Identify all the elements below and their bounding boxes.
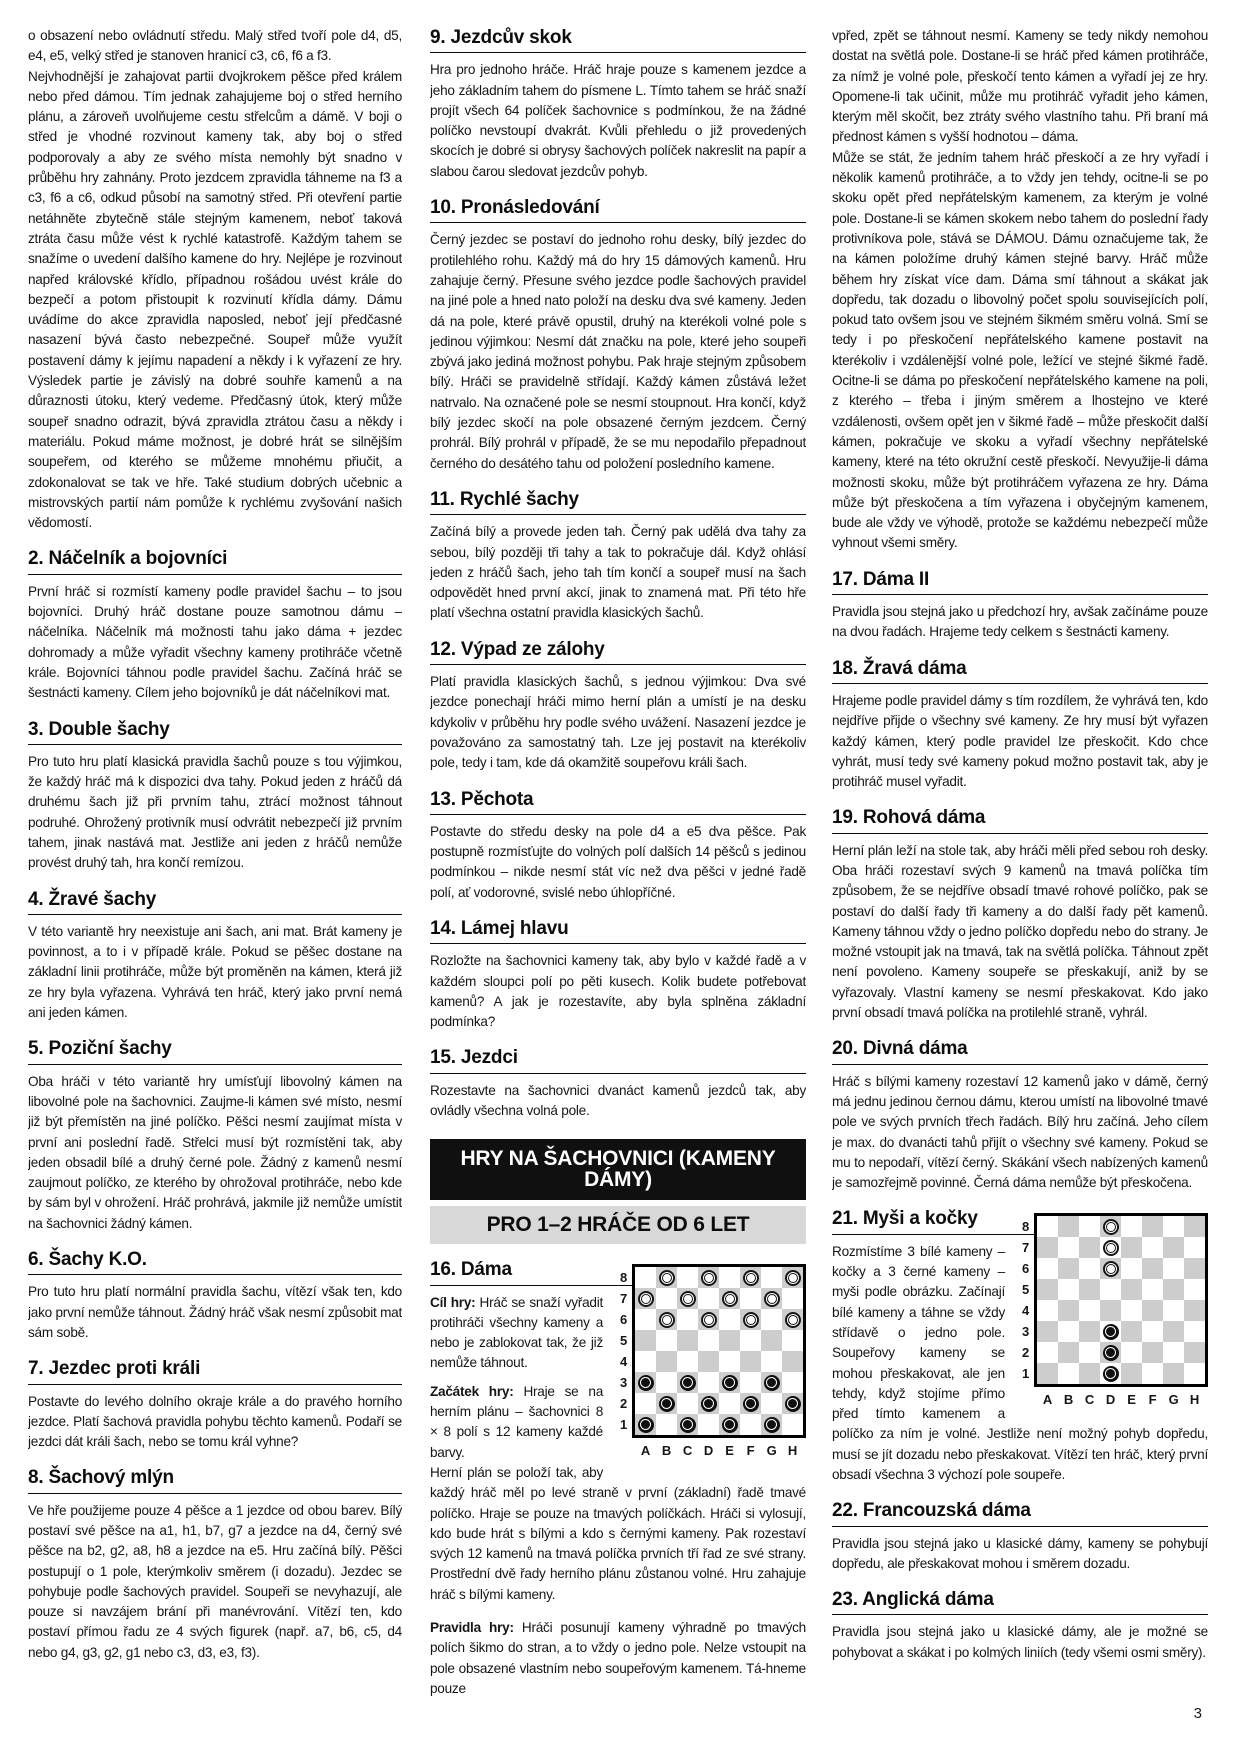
black-checker-piece (764, 1375, 780, 1391)
continuation-paragraph: Může se stát, že jedním tahem hráč přeskočí a ze hry vyřadí i několik kamenů protihráče, a to vždy jen tehdy, ocitne-li se po skoku opět před nepřátelským kamenem, za kterým je volné pole. Dostane-li se kámen skokem nebo tahem do poslední řady protivníkova pole, stává se DÁMOU. Dámu označujeme tak, že na kámen položíme druhý kámen stejné barvy. Hráč může během hry získat více dam. Dáma smí táhnout a skákat jak dopředu, tak dozadu o libovolný počet spolu souvisejících polí, pokud tato ovšem jsou ve stejném šikmém směru volná. Smí se tedy i po přeskočení nepřátelského kamene postavit na kterékoliv i vzdálenější volné pole, ležící ve stejné šikmé řadě. Ocitne-li se dáma po přeskočení nepřátelského kamene na poli, z kterého – třeba i jiným směrem a lhostejno ve které vzdálenosti, ovšem opět jen v šikmé řadě – může přeskočit další kámen, pokračuje ve skoku a vyřadí všechny nepřátelské kameny, které na této okružní cestě přeskočí. Nevyužije-li dáma možnosti skoku, může být protihráčem vyřazena ze hry. Dáma může být přeskočena a tím vyřazena i obyčejným kamenem, bude ale vždy ve výhodě, protože se každému nebezpečí může vyhnout všemi směry. (832, 149, 1208, 551)
file-label: H (787, 1443, 798, 1459)
section-pechota (430, 790, 806, 903)
section-vypad-ze-zalohy (430, 640, 806, 774)
section-heading: 12. Výpad ze zálohy (430, 640, 806, 665)
board-square-a8 (1037, 1216, 1058, 1237)
board-square-d2 (698, 1393, 719, 1414)
section-heading: 4. Žravé šachy (28, 890, 402, 915)
section-paragraph: Pro tuto hru platí normální pravidla šachu, vítězí však ten, kdo jako první nemůže táhnout. Žádný hráč však nesmí způsobit mat sám sobě. (28, 1284, 402, 1340)
board-square-b7 (656, 1288, 677, 1309)
goal-label: Cíl hry: (430, 1294, 476, 1310)
board-square-d3 (698, 1372, 719, 1393)
section-zrava-dama (832, 659, 1208, 793)
black-checker-piece (1103, 1324, 1119, 1340)
section-paragraph: Postavte do levého dolního okraje krále a do pravého horního jezdce. Platí šachová pravidla pohybu těchto kamenů. Podaří se jezdci dát králi šach, nebo se tomu král vyhne? (28, 1393, 402, 1450)
board-square-c5 (1079, 1279, 1100, 1300)
section-heading: 21. Myši a kočky (832, 1209, 1208, 1234)
section-heading: 16. Dáma (430, 1260, 806, 1285)
black-checker-piece (680, 1417, 696, 1433)
board-square-h3 (1184, 1321, 1205, 1342)
section-jezdec-proti-krali (28, 1359, 402, 1452)
section-heading: 14. Lámej hlavu (430, 919, 806, 944)
board-square-d3 (1100, 1321, 1121, 1342)
board-square-b3 (1058, 1321, 1079, 1342)
section-heading: 6. Šachy K.O. (28, 1250, 402, 1275)
board-square-b8 (1058, 1216, 1079, 1237)
section-paragraph: Rozmístíme 3 bílé kameny – kočky a 3 černé kameny – myši podle obrázku. Začínají bílé kameny a táhne se vždy střídavě o jedno pole. Soupeřovy kameny se mohou přeskakovat, ale jen tehdy, když stojíme přímo před tímto kamenem a políčko za ním je volné. Jestliže není možný pohyb dopředu, musí se jít dozadu nebo přeskakovat. Vítězí ten hráč, který první obsadí všechna 3 výchozí pole soupeře. (832, 1243, 1208, 1482)
black-checker-piece (743, 1396, 759, 1412)
board-square-g6 (761, 1309, 782, 1330)
rank-label: 2 (1022, 1344, 1029, 1360)
board-square-b1 (1058, 1363, 1079, 1384)
rank-label: 6 (620, 1311, 627, 1327)
board-square-a6 (635, 1309, 656, 1330)
board-square-g1 (761, 1414, 782, 1435)
section-heading: 7. Jezdec proti králi (28, 1359, 402, 1384)
section-paragraph: Postavte do středu desky na pole d4 a e5 dva pěšce. Pak postupně rozmísťujte do volných polí dalších 14 pěšců s jedinou podmínkou – nikde nesmí stát víc než dva pěšci v jedné řadě polí, ať vodorovné, svislé nebo úhlopříčné. (430, 823, 806, 900)
section-heading: 5. Poziční šachy (28, 1039, 402, 1064)
white-checker-piece (785, 1312, 801, 1328)
section-heading: 17. Dáma II (832, 570, 1208, 595)
board-square-f7 (1142, 1237, 1163, 1258)
column-1 (28, 26, 402, 1732)
board-square-h8 (1184, 1216, 1205, 1237)
section-paragraph: Rozestavte na šachovnici dvanáct kamenů jezdců tak, aby ovládly všechna volná pole. (430, 1082, 806, 1119)
board-square-f3 (1142, 1321, 1163, 1342)
file-label: G (1168, 1392, 1179, 1408)
board-square-c4 (1079, 1300, 1100, 1321)
section-francouzska-dama (832, 1501, 1208, 1574)
board-square-a8 (635, 1267, 656, 1288)
start-text: Hraje se na herním plánu – šachovnici 8 × 8 polí s 12 kameny každé barvy. (430, 1383, 604, 1460)
intro-paragraph: o obsazení nebo ovládnutí středu. Malý střed tvoří pole d4, d5, e4, e5, velký střed je stanoven hranicí c3, c6, f6 a f3. (28, 28, 402, 64)
section-paragraph: Platí pravidla klasických šachů, s jednou výjimkou: Dva své jezdce ponechají hráči mimo herní plán a umístí je na desku kdykoliv v průběhu hry podle svého uvážení. Nasazení jezdce je považováno za samostatný tah. Lze jej postavit na kterékoliv pole, tedy i tam, kde dá okamžitě soupeřovu králi šach. (430, 674, 806, 771)
board-square-f7 (740, 1288, 761, 1309)
board-square-c2 (1079, 1342, 1100, 1363)
section-paragraph: Hrajeme podle pravidel dámy s tím rozdílem, že vyhrává ten, kdo nejdříve přijde o všechny své kameny. Ze hry musí být vyřazen každý kámen, který podle pravidel lze přeskočit. Kdo chce vyhrát, musí tedy své kameny pokud možno postavit tak, aby je protihráč musel vyřadit. (832, 692, 1208, 790)
file-label: D (703, 1443, 714, 1459)
board-square-b4 (1058, 1300, 1079, 1321)
section-heading: 13. Pěchota (430, 790, 806, 815)
board-square-c1 (1079, 1363, 1100, 1384)
board-square-d8 (698, 1267, 719, 1288)
rank-label: 4 (620, 1353, 627, 1369)
board-square-b5 (656, 1330, 677, 1351)
board-square-g7 (1163, 1237, 1184, 1258)
rank-label: 5 (1022, 1281, 1029, 1297)
file-label: E (1127, 1392, 1136, 1408)
board-square-b6 (1058, 1258, 1079, 1279)
board-square-e4 (1121, 1300, 1142, 1321)
board-square-c1 (677, 1414, 698, 1435)
section-heading: 23. Anglická dáma (832, 1590, 1208, 1615)
black-checker-piece (1103, 1366, 1119, 1382)
white-checker-piece (701, 1312, 717, 1328)
rules-text: Hráči posunují kameny výhradně po tmavých polích šikmo do stran, a to vždy o jedno pole. Nelze vstoupit na pole obsazené vlastním nebo soupeřovým kamenem. Tá-hneme pouze (430, 1620, 806, 1696)
white-checker-piece (680, 1291, 696, 1307)
board-square-h1 (1184, 1363, 1205, 1384)
board-square-g2 (761, 1393, 782, 1414)
file-label: F (1148, 1392, 1157, 1408)
board-square-c5 (677, 1330, 698, 1351)
board-square-e1 (1121, 1363, 1142, 1384)
chapter-banner: HRY NA ŠACHOVNICI (KAMENY DÁMY) (430, 1139, 806, 1200)
white-checker-piece (659, 1270, 675, 1286)
board-square-f1 (1142, 1363, 1163, 1384)
white-checker-piece (638, 1291, 654, 1307)
board-square-d4 (698, 1351, 719, 1372)
section-paragraph: Ve hře použijeme pouze 4 pěšce a 1 jezdce od obou barev. Bílý postaví své pěšce na a1, h1, b7, g7 a jezdce na d4, černý své pěšce na b2, g2, a8, h8 a jezdce na e5. Hru začíná bílý. Pěšci postupují o 1 pole, kterýmkoliv směrem (i dozadu). Jezdec se pohybuje podle šachových pravidel. Soupeři se nevyhazují, ale pouze si navzájem brání při manévrování. Vítězí ten, kdo postaví přímou řadu ze 4 svých figurek (např. a7, b6, c5, d4 nebo g4, g3, g2, g1 nebo c3, d3, e3, f3). (28, 1502, 402, 1660)
section-paragraph: První hráč si rozmístí kameny podle pravidel šachu – to jsou bojovníci. Druhý hráč dostane pouze samotnou dámu – náčelníka. Náčelník má možnosti tahu jako dáma + jezdec dohromady a může vyřadit všechny kameny protihráče včetně krále. Bojovníci táhnou podle pravidel šachu. Začíná hráč se šestnácti kameny. Cílem jeho bojovníků je dát náčelníkovi mat. (28, 583, 402, 701)
board-square-f6 (740, 1309, 761, 1330)
black-checker-piece (722, 1417, 738, 1433)
board-square-g4 (1163, 1300, 1184, 1321)
rank-label: 1 (1022, 1365, 1029, 1381)
file-label: B (1063, 1392, 1074, 1408)
section-heading: 19. Rohová dáma (832, 808, 1208, 833)
section-anglicka-dama (832, 1590, 1208, 1663)
section-paragraph: Hra pro jednoho hráče. Hráč hraje pouze s kamenem jezdce a jeho základním tahem do písmene L. Tímto tahem se hráč snaží projít všech 64 políček šachovnice s podmínkou, že na žádné políčko nevstoupí dvakrát. Kvůli přehledu o již provedených skocích je dobré si obrysy šachových políček nakreslit na papír a slabou čarou sledovat jezdcův pohyb. (430, 62, 806, 179)
column-3 (832, 26, 1208, 1732)
board-square-g2 (1163, 1342, 1184, 1363)
file-label: C (1084, 1392, 1095, 1408)
section-paragraph: Herní plán se položí tak, aby každý hráč měl po levé straně v první (základní) řadě tmavé políčko. Hraje se pouze na tmavých políčkách. Hráči si vylosují, kdo bude hrát s bílými a kdo s černými kameny. Pak rozestaví svých 12 kamenů na tmavá políčka prvních tří řad ze své strany. Prostřední dvě řady herního plánu zůstanou volné. Hru zahajuje hráč s bílými kameny. (430, 1464, 806, 1602)
board-square-e2 (1121, 1342, 1142, 1363)
rank-label: 7 (1022, 1239, 1029, 1255)
rank-label: 1 (620, 1416, 627, 1432)
section-sachy-ko (28, 1250, 402, 1343)
section-paragraph: Pravidla jsou stejná jako u klasické dámy, kameny se pohybují dopředu, ale přeskakovat mohou i směrem dozadu. (832, 1535, 1208, 1571)
board-square-h7 (782, 1288, 803, 1309)
board-square-a3 (1037, 1321, 1058, 1342)
section-double-sachy (28, 720, 402, 874)
rank-label: 5 (620, 1332, 627, 1348)
section-paragraph: Černý jezdec se postaví do jednoho rohu desky, bílý jezdec do protilehlého rohu. Každý má do hry 15 dámových kamenů. Hru zahajuje černý. Přesune svého jezdce podle šachových pravidel na jiné pole a hned nato položí na desku dva své kameny. Jeden dá na pole, které právě opustil, druhý na kterékoli volné pole s jedinou výjimkou: Nesmí dát značku na pole, které jeho soupeři zbývá jako jediná možnost pohybu. Pak hraje stejným způsobem bílý. Hráči se pravidelně střídají. Každý kámen zůstává ležet natrvalo. Na označené pole se nesmí stoupnout. Hra končí, když bílý jezdec skočí na pole obsazené černým jezdcem. Černý prohrál. Bílý prohrál v případě, že se mu nepodařilo přepadnout černého do desátého tahu od položení posledního kamene. (430, 232, 806, 471)
board-square-g3 (761, 1372, 782, 1393)
section-paragraph: Pro tuto hru platí klasická pravidla šachů pouze s tou výjimkou, že každý hráč má k dispozici dva tahy. Pokud jeden z hráčů dá druhému šach již při prvním tahu, ztrácí možnost táhnout podruhé. Ohrožený protivník musí odvrátit nebezpečí již prvním tahem, jinak nastává mat. Jestliže ani jeden z hráčů nemůže provést druhý tah, hra končí remízou. (28, 753, 402, 871)
board-square-a7 (635, 1288, 656, 1309)
board-square-b7 (1058, 1237, 1079, 1258)
section-heading: 9. Jezdcův skok (430, 28, 806, 53)
board-square-f2 (740, 1393, 761, 1414)
goal-text: Hráč se snaží vyřadit protihráči všechny kameny a nebo je zablokovat tak, že již nemůže táhnout. (430, 1294, 603, 1371)
section-sachovy-mlyn (28, 1468, 402, 1663)
page-number: 3 (1193, 1705, 1202, 1722)
board-square-h7 (1184, 1237, 1205, 1258)
section-heading: 11. Rychlé šachy (430, 490, 806, 515)
board-square-a6 (1037, 1258, 1058, 1279)
board-square-b2 (656, 1393, 677, 1414)
file-label: A (1042, 1392, 1053, 1408)
board-square-a1 (635, 1414, 656, 1435)
board-square-h6 (1184, 1258, 1205, 1279)
black-checker-piece (638, 1417, 654, 1433)
section-nacelnik-a-bojovnici (28, 549, 402, 703)
board-square-b6 (656, 1309, 677, 1330)
file-label: C (682, 1443, 693, 1459)
section-jezdcuv-skok (430, 28, 806, 182)
board-square-d4 (1100, 1300, 1121, 1321)
section-dama (430, 1260, 806, 1699)
rank-label: 8 (1022, 1218, 1029, 1234)
rank-label: 2 (620, 1395, 627, 1411)
board-square-d6 (1100, 1258, 1121, 1279)
file-label: H (1189, 1392, 1200, 1408)
board-square-f8 (740, 1267, 761, 1288)
board-square-e3 (719, 1372, 740, 1393)
section-heading: 3. Double šachy (28, 720, 402, 745)
board-square-h5 (1184, 1279, 1205, 1300)
black-checker-piece (1103, 1345, 1119, 1361)
board-square-c4 (677, 1351, 698, 1372)
board-square-h4 (782, 1351, 803, 1372)
board-square-f2 (1142, 1342, 1163, 1363)
section-dama-ii (832, 570, 1208, 643)
rules-label: Pravidla hry: (430, 1620, 514, 1635)
board-square-g5 (761, 1330, 782, 1351)
white-checker-piece (722, 1291, 738, 1307)
board-square-b1 (656, 1414, 677, 1435)
board-square-e8 (719, 1267, 740, 1288)
section-paragraph: Rozložte na šachovnici kameny tak, aby bylo v každé řadě a v každém sloupci polí po pěti kusech. Kolik budete potřebovat kamenů? A jak je rozestavíte, aby byla splněna základní podmínka? (430, 953, 806, 1030)
board-square-e7 (1121, 1237, 1142, 1258)
section-paragraph: Pravidla jsou stejná jako u klasické dámy, ale je možné se pohybovat a skákat i po kolmých liniích (tedy všemi osmi směry). (832, 1624, 1208, 1660)
section-heading: 20. Divná dáma (832, 1039, 1208, 1064)
rank-label: 4 (1022, 1302, 1029, 1318)
board-square-a7 (1037, 1237, 1058, 1258)
board-square-e6 (719, 1309, 740, 1330)
file-label: E (725, 1443, 734, 1459)
board-square-e4 (719, 1351, 740, 1372)
board-square-e5 (1121, 1279, 1142, 1300)
board-square-g6 (1163, 1258, 1184, 1279)
board-square-b4 (656, 1351, 677, 1372)
board-square-d8 (1100, 1216, 1121, 1237)
board-square-g4 (761, 1351, 782, 1372)
board-square-b2 (1058, 1342, 1079, 1363)
board-square-h2 (1184, 1342, 1205, 1363)
white-checker-piece (764, 1291, 780, 1307)
board-square-g1 (1163, 1363, 1184, 1384)
chapter-banner-subtitle: PRO 1–2 HRÁČE OD 6 LET (430, 1206, 806, 1244)
board-square-g7 (761, 1288, 782, 1309)
section-heading: 8. Šachový mlýn (28, 1468, 402, 1493)
section-pronasledovani (430, 198, 806, 474)
board-square-c8 (677, 1267, 698, 1288)
board-square-d5 (1100, 1279, 1121, 1300)
board-square-c2 (677, 1393, 698, 1414)
board-square-e2 (719, 1393, 740, 1414)
section-pozicni-sachy (28, 1039, 402, 1234)
board-square-g5 (1163, 1279, 1184, 1300)
section-heading: 22. Francouzská dáma (832, 1501, 1208, 1526)
board-square-c8 (1079, 1216, 1100, 1237)
white-checker-piece (743, 1312, 759, 1328)
section-paragraph: Hráč s bílými kameny rozestaví 12 kamenů jako v dámě, černý má jednu jedinou černou dámu, kterou umístí na libovolné tmavé pole ve svých prvních třech řadách. Bílý hru začíná. Jeho cílem je max. do dvanácti tahů přijít o všechny své kameny. Pokud se mu to nepodaří, vítězí černý. Skákání všech nabízených kamenů je samozřejmě povinné. Černá dáma nemůže být přeskočena. (832, 1073, 1208, 1191)
black-checker-piece (638, 1375, 654, 1391)
rank-label: 3 (1022, 1323, 1029, 1339)
board-square-f5 (740, 1330, 761, 1351)
board-square-f1 (740, 1414, 761, 1435)
white-checker-piece (1103, 1261, 1119, 1277)
board-square-c3 (1079, 1321, 1100, 1342)
continuation-paragraph: vpřed, zpět se táhnout nesmí. Kameny se tedy nikdy nemohou dostat na světlá pole. Dostane-li se hráč před kámen protihráče, za nímž je volné pole, přeskočí tento kámen a vyřadí jej ze hry. Opomene-li tak učinit, může mu protihráč vyřadit jeho kámen, kterým měl skočit, bez ztráty svého vlastního tahu. Při braní má přednost kámen s vyšší hodnotou – dáma. (832, 28, 1208, 145)
board-square-b5 (1058, 1279, 1079, 1300)
black-checker-piece (764, 1417, 780, 1433)
white-checker-piece (701, 1270, 717, 1286)
board-square-g8 (761, 1267, 782, 1288)
section-jezdci (430, 1048, 806, 1121)
board-square-d7 (1100, 1237, 1121, 1258)
section-heading: 2. Náčelník a bojovníci (28, 549, 402, 574)
board-square-d1 (698, 1414, 719, 1435)
board-square-a2 (1037, 1342, 1058, 1363)
board-square-a1 (1037, 1363, 1058, 1384)
section-heading: 15. Jezdci (430, 1048, 806, 1073)
board-square-h5 (782, 1330, 803, 1351)
board-square-e6 (1121, 1258, 1142, 1279)
white-checker-piece (659, 1312, 675, 1328)
black-checker-piece (701, 1396, 717, 1412)
file-label: G (766, 1443, 777, 1459)
board-square-d6 (698, 1309, 719, 1330)
column-2 (430, 26, 806, 1732)
section-rohova-dama (832, 808, 1208, 1023)
board-square-h4 (1184, 1300, 1205, 1321)
section-divna-dama (832, 1039, 1208, 1193)
rank-label: 8 (620, 1269, 627, 1285)
board-square-a5 (1037, 1279, 1058, 1300)
board-square-h1 (782, 1414, 803, 1435)
intro-paragraph: Nejvhodnější je zahajovat partii dvojkrokem pěšce před králem nebo před dámou. Tím jednak zahajujeme boj o střed herního plánu, a zároveň uvolňujeme cestu střelcům a dámě. V boji o střed je vhodné rozvinout kameny tak, aby boj o střed podporovaly a aby ze svého místa nemohly být snadno v průběhu hry zahnány. Proto jezdcem zpravidla táhneme na f3 a c3, f6 a c6, odkud působí na samotný střed. Při otevření partie netáhněte zbytečně stále stejným kamenem, neboť taková ztráta času může vést k rychlé katastrofě. Každým tahem se snažíme o uvedení dalšího kamene do hry. Nejlépe je rozvinout napřed královské křídlo, případnou rošádou uvést krále do bezpečí a potom přistoupit k rozvinutí křídla dámy. Dámu uvádíme do akce zpravidla naposled, neboť její předčasné nasazení bývá často nebezpečné. Soupeř může využít postavení dámy k jejímu napadení a někdy i k vyřazení ze hry. Výsledek partie je závislý na dobré souhře kamenů a na důraznosti útoku, který vedeme. Předčasný útok, který může soupeř snadno odrazit, bývá zpravidla ztrátou času a někdy i materiálu. Pokud máme možnost, je dobré hrát se silnějším soupeřem, od kterého se můžeme mnohému přiučit, a zdokonalovat se tak ve hře. Také studium dobrých učebnic a mistrovských partií nám pomůže k rychlému zvyšování našich vědomostí. (28, 68, 402, 531)
board-square-b8 (656, 1267, 677, 1288)
board-square-c7 (1079, 1237, 1100, 1258)
checkers-diagram-dama (613, 1264, 806, 1461)
section-paragraph: Pravidla jsou stejná jako u předchozí hry, avšak začínáme pouze na dvou řadách. Hrajeme tedy celkem s šestnácti kameny. (832, 604, 1208, 640)
board-square-e8 (1121, 1216, 1142, 1237)
board-square-a5 (635, 1330, 656, 1351)
board-square-c6 (1079, 1258, 1100, 1279)
board-square-e1 (719, 1414, 740, 1435)
board-square-h2 (782, 1393, 803, 1414)
section-paragraph: Oba hráči v této variantě hry umísťují libovolný kámen na libovolné pole na šachovnici. Zaujme-li kámen své místo, nesmí již být přemístěn na jiné políčko. Pěšci nesmí zaujímat místa v první ani poslední řadě. Střelci musí být rozmístěni tak, aby jeden obsadil bílé a druhý černé pole. Žádný z kamenů nesmí zaujmout políčko, ze kterého by ohrožoval protihráče, nebo kde by sám byl v ohrožení. Hráč prohrává, jakmile již nemůže umístit na šachovnici žádný kámen. (28, 1073, 402, 1231)
section-lamej-hlavu (430, 919, 806, 1032)
board-square-h3 (782, 1372, 803, 1393)
white-checker-piece (1103, 1219, 1119, 1235)
checkers-diagram-mysi-a-kocky (1015, 1213, 1208, 1410)
board-square-d7 (698, 1288, 719, 1309)
black-checker-piece (785, 1396, 801, 1412)
board-square-c6 (677, 1309, 698, 1330)
section-paragraph (430, 1618, 806, 1699)
board-square-b3 (656, 1372, 677, 1393)
board-square-d1 (1100, 1363, 1121, 1384)
black-checker-piece (722, 1375, 738, 1391)
board-square-e5 (719, 1330, 740, 1351)
black-checker-piece (680, 1375, 696, 1391)
black-checker-piece (659, 1396, 675, 1412)
file-label: D (1105, 1392, 1116, 1408)
board-square-c7 (677, 1288, 698, 1309)
board-square-a4 (635, 1351, 656, 1372)
board-square-f6 (1142, 1258, 1163, 1279)
board-square-d5 (698, 1330, 719, 1351)
board-square-f4 (740, 1351, 761, 1372)
rank-label: 6 (1022, 1260, 1029, 1276)
section-paragraph: Začíná bílý a provede jeden tah. Černý pak udělá dva tahy za sebou, bílý později tři tahy a tak to pokračuje dál. Když ohlásí jeden z hráčů šach, jeho tah tím končí a soupeř musí na šach odpovědět hned první akcí, jinak to znamená mat. Při této hře platí všechna ostatní pravidla klasických šachů. (430, 524, 806, 621)
section-mysi-a-kocky (832, 1209, 1208, 1485)
file-label: B (661, 1443, 672, 1459)
white-checker-piece (743, 1270, 759, 1286)
board-square-c3 (677, 1372, 698, 1393)
board-square-a3 (635, 1372, 656, 1393)
file-label: A (640, 1443, 651, 1459)
board-square-f3 (740, 1372, 761, 1393)
section-rychle-sachy (430, 490, 806, 624)
board-square-a4 (1037, 1300, 1058, 1321)
board-square-e3 (1121, 1321, 1142, 1342)
section-heading: 18. Žravá dáma (832, 659, 1208, 684)
section-heading: 10. Pronásledování (430, 198, 806, 223)
section-paragraph: Herní plán leží na stole tak, aby hráči měli před sebou roh desky. Oba hráči rozestaví svých 9 kamenů na tmavá políčka tím způsobem, že se nejdříve obsadí tmavé rohové políčko, pak se postaví do další řady tři kameny a do další řady pět kamenů. Kameny táhnou vždy o jedno políčko dopředu nebo do strany. Je možné vstoupit jak na tmavá, tak na světlá políčka. Táhnout zpět není povoleno. Kameny soupeře se přeskakují, aniž by se vyřazovaly. Vlastní kameny se nesmí přeskakovat. Kdo jako první obsadí tmavá políčka na protilehlé straně, vyhrál. (832, 842, 1208, 1021)
section-paragraph: V této variantě hry neexistuje ani šach, ani mat. Brát kameny je povinnost, a to i v případě krále. Pokud se pěšec dostane na základní linii protihráče, může být proměněn na kámen, která již ze hry byla vyřazena. Vyhrává ten hráč, který jako první nemá ani jeden kámen. (28, 923, 402, 1021)
file-label: F (746, 1443, 755, 1459)
white-checker-piece (785, 1270, 801, 1286)
board-square-h8 (782, 1267, 803, 1288)
board-square-h6 (782, 1309, 803, 1330)
board-square-f5 (1142, 1279, 1163, 1300)
rank-label: 3 (620, 1374, 627, 1390)
board-square-f4 (1142, 1300, 1163, 1321)
board-square-f8 (1142, 1216, 1163, 1237)
rank-label: 7 (620, 1290, 627, 1306)
board-square-g8 (1163, 1216, 1184, 1237)
board-square-a2 (635, 1393, 656, 1414)
start-label: Začátek hry: (430, 1383, 514, 1399)
white-checker-piece (1103, 1240, 1119, 1256)
board-square-g3 (1163, 1321, 1184, 1342)
board-square-d2 (1100, 1342, 1121, 1363)
section-zrave-sachy (28, 890, 402, 1024)
board-square-e7 (719, 1288, 740, 1309)
